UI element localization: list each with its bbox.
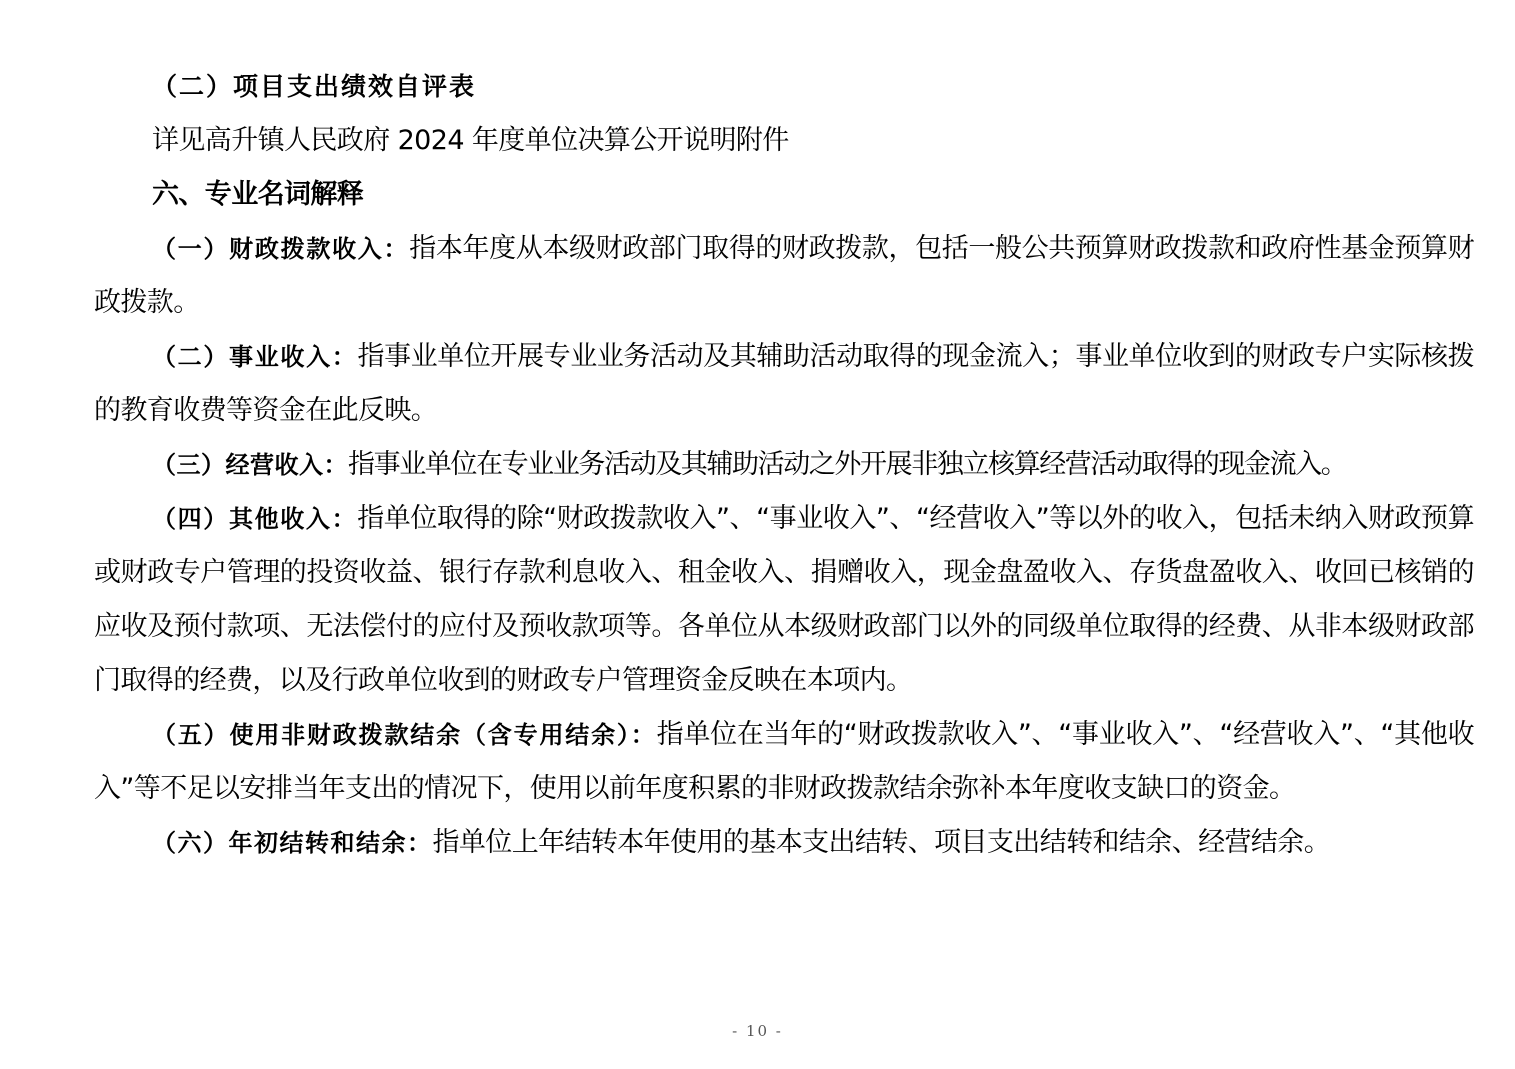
term-label: （一）财政拨款收入： [152,234,410,263]
term-definition: 指单位取得的除“财政拨款收入”、“事业收入”、“经营收入”等以外的收入，包括未纳入财政预算或财政专户管理的投资收益、银行存款利息收入、租金收入、捐赠收入，现金盘盈收入、存货盘盈收入、收回已核销的应收及预付款项、无法偿付的应付及预收款项等。各单位从本级财政部门以外的同级单位取得的经费、从非本级财政部门取得的经费，以及行政单位收到的财政专户管理资金反映在本项内。 [94,503,1474,696]
section-heading-terms: 六、专业名词解释 [152,179,364,210]
document-page [94,60,1474,870]
term-paragraph-carryover-balance [94,816,1474,870]
term-definition: 指事业单位在专业业务活动及其辅助活动之外开展非独立核算经营活动取得的现金流入。 [348,449,1347,480]
term-definition: 指单位在当年的“财政拨款收入”、“事业收入”、“经营收入”、“其他收入”等不足以安排当年支出的情况下，使用以前年度积累的非财政拨款结余弥补本年度收支缺口的资金。 [94,719,1475,804]
term-definition: 指单位上年结转本年使用的基本支出结转、项目支出结转和结余、经营结余。 [432,827,1331,858]
term-paragraph-non-fiscal-surplus [94,708,1474,816]
term-definition: 指事业单位开展专业业务活动及其辅助活动取得的现金流入；事业单位收到的财政专户实际核拨的教育收费等资金在此反映。 [94,341,1474,426]
term-definition: 指本年度从本级财政部门取得的财政拨款，包括一般公共预算财政拨款和政府性基金预算财政拨款。 [94,233,1475,318]
term-label: （六）年初结转和结余： [152,828,433,857]
term-paragraph-other-income [94,492,1474,708]
term-paragraph-business-income [94,330,1474,438]
term-label: （三）经营收入： [152,450,348,479]
term-paragraph-fiscal-appropriation [94,222,1474,330]
term-label: （五）使用非财政拨款结余（含专用结余）： [152,720,657,749]
sub-heading-performance-table: （二）项目支出绩效自评表 [152,72,477,101]
term-paragraph-operating-income [94,438,1474,492]
attachment-note: 详见高升镇人民政府 2024 年度单位决算公开说明附件 [152,125,789,156]
term-label: （二）事业收入： [152,342,358,371]
term-label: （四）其他收入： [152,504,358,533]
page-number: - 10 - [732,1022,783,1040]
